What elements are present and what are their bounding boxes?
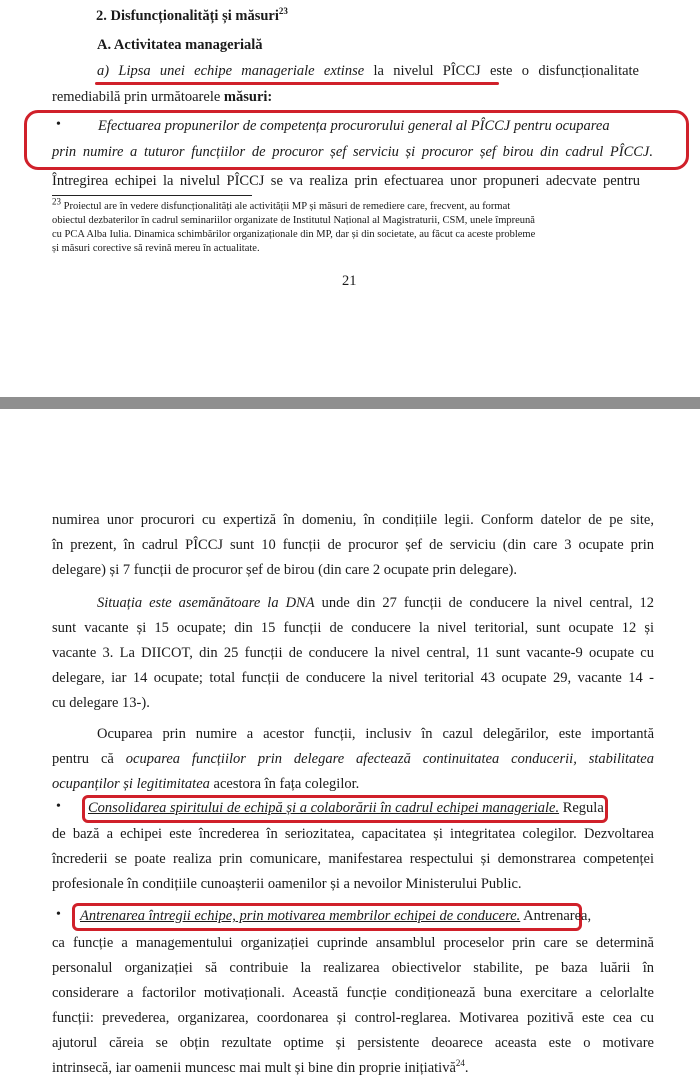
item-a-title: Lipsa unei echipe manageriale extinse <box>118 63 365 79</box>
bullet-1-line-2: prin numire a tuturor funcțiilor de procuror șef serviciu și procuror șef birou din cadrul PÎCCJ. <box>52 144 653 160</box>
bullet-3-line-1: Antrenarea întregii echipe, prin motivarea membrilor echipei de conducere. Antrenarea, <box>80 908 592 924</box>
paragraph-line: numirea unor procurori cu expertiză în domeniu, în condițiile legii. Conform datelor de pe site, <box>52 512 654 528</box>
bullet-glyph: • <box>56 117 61 132</box>
bullet-glyph: • <box>56 799 61 814</box>
document-page-top <box>0 0 700 400</box>
paragraph-line: sunt vacante și 15 ocupate; din 15 funcții de conducere la nivel teritorial, sunt ocupate 12 și <box>52 620 654 636</box>
bullet-1-line-1: Efectuarea propunerilor de competența procurorului general al PÎCCJ pentru ocuparea <box>98 118 610 134</box>
footnote-line-2: obiectul dezbaterilor în cadrul seminariilor organizate de Institutul Național al Magistraturii, CSM, unele împreună <box>52 215 535 226</box>
footnote-ref: 23 <box>278 6 288 17</box>
continuation-line: Întregirea echipei la nivelul PÎCCJ se va realiza prin efectuarea unor propuneri adecvate pentru <box>52 173 640 189</box>
footnote-separator <box>52 195 252 196</box>
paragraph-line: delegare) și 7 funcții de procuror șef de birou (din care 2 ocupate prin delegare). <box>52 562 517 578</box>
paragraph-line: ocupanților și legitimitatea acestora în fața colegilor. <box>52 776 360 792</box>
paragraph-line: încrederii se poate realiza prin comunicare, manifestarea respectului și demonstrarea competenței <box>52 851 654 867</box>
paragraph-line: funcții: prevederea, organizarea, coordonarea și control-reglarea. Motivarea pozitivă este cea cu <box>52 1010 654 1026</box>
paragraph-line: pentru că ocuparea funcțiilor prin delegare afectează continuitatea conducerii, stabilitatea <box>52 751 654 767</box>
underline-highlight <box>95 82 499 85</box>
paragraph-line: Ocuparea prin numire a acestor funcții, inclusiv în cazul delegărilor, este importantă <box>97 726 654 742</box>
item-a-line-2: remediabilă prin următoarele măsuri: <box>52 89 273 105</box>
bullet-glyph: • <box>56 907 61 922</box>
paragraph-line: ajutorul căreia se obțin rezultate optime și persistente deoarece aceasta este o motivare <box>52 1035 654 1051</box>
paragraph-line: profesionale în condițiile cunoașterii oamenilor și a nevoilor Ministerului Public. <box>52 876 522 892</box>
subsection-heading: A. Activitatea managerială <box>97 37 263 53</box>
bullet-2-line-1: Consolidarea spiritului de echipă și a colaborării în cadrul echipei manageriale. Regula <box>88 800 604 816</box>
document-page-bottom <box>0 409 700 1090</box>
paragraph-line: Situația este asemănătoare la DNA unde din 27 funcții de conducere la nivel central, 12 <box>97 595 654 611</box>
footnote-ref: 24 <box>455 1058 465 1069</box>
paragraph-line: personalul organizației să contribuie la realizarea obiectivelor stabilite, pe baza luării în <box>52 960 654 976</box>
paragraph-line: de bază a echipei este încrederea în seriozitatea, capacitatea și integritatea colegilor. Dezvoltarea <box>52 826 654 842</box>
paragraph-line: cu delegare 13-). <box>52 695 150 711</box>
footnote-line-1: $^{23}$ Proiectul are în vedere disfuncționalități ale activității MP și măsuri de remediere care, frecvent, au format <box>52 196 511 212</box>
page-number: 21 <box>342 273 357 289</box>
section-heading: 2. Disfuncționalități și măsuri$^{23}$ <box>96 6 288 24</box>
page-divider <box>0 397 700 409</box>
footnote-line-4: și măsuri corective să revină mereu în actualitate. <box>52 243 260 254</box>
paragraph-line: delegare, iar 14 ocupate; total funcții de conducere la nivel teritorial 43 ocupate 29, vacante 14 - <box>52 670 654 686</box>
item-a-line-1: a) Lipsa unei echipe manageriale extinse la nivelul PÎCCJ este o disfuncționalitate <box>97 63 639 79</box>
paragraph-line: ca funcție a managementului organizației cuprinde ansamblul proceselor prin care se determină <box>52 935 654 951</box>
footnote-line-3: cu PCA Alba Iulia. Dinamica schimbărilor organizaționale din MP, dar și din societate, au făcut ca aceste probleme <box>52 229 536 240</box>
paragraph-line: considerare a factorilor motivaționali. Această funcție condiționează buna exercitare a celorlalte <box>52 985 654 1001</box>
paragraph-line: intrinsecă, iar oamenii muncesc mai mult și bine din proprie inițiativă$^{24}$. <box>52 1058 469 1076</box>
paragraph-line: vacante 3. La DIICOT, din 25 funcții de conducere la nivel central, 11 sunt vacante-9 ocupate cu <box>52 645 654 661</box>
paragraph-line: în prezent, în cadrul PÎCCJ sunt 10 funcții de procuror șef de serviciu (din care 3 ocupate prin <box>52 537 654 553</box>
